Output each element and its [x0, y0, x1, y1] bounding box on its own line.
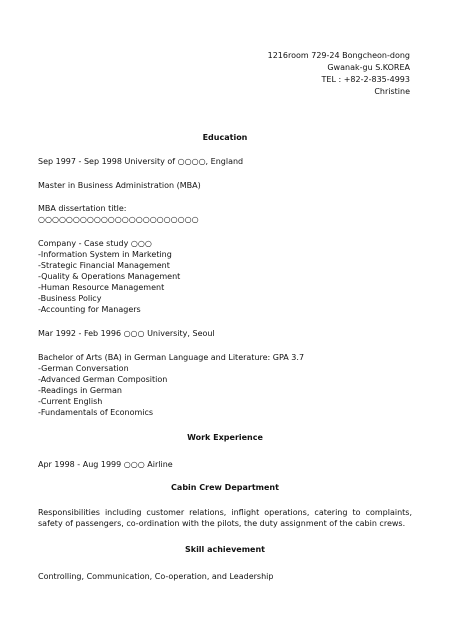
list-item: -Quality & Operations Management [38, 272, 181, 281]
list-item: -Strategic Financial Management [38, 261, 170, 270]
mba-course-list [38, 238, 412, 315]
education-heading: Education [202, 133, 248, 142]
list-item: -Information System in Marketing [38, 250, 172, 259]
address-phone: TEL : +82-2-835-4993 [321, 75, 410, 84]
list-item: -Business Policy [38, 294, 102, 303]
dissertation-block [38, 203, 412, 225]
dissertation-label: MBA dissertation title: [38, 204, 127, 213]
skill-heading: Skill achievement [184, 545, 266, 554]
list-item: -German Conversation [38, 364, 129, 373]
address-street: 1216room 729-24 Bongcheon-dong [267, 51, 410, 60]
list-item: -Current English [38, 397, 103, 406]
mba-degree: Master in Business Administration (MBA) [38, 181, 201, 190]
list-item: -Accounting for Managers [38, 305, 141, 314]
ba-degree: Bachelor of Arts (BA) in German Language and Literature: GPA 3.7 [38, 353, 305, 362]
ba-course-list [38, 352, 412, 418]
work-experience-heading: Work Experience [187, 433, 263, 442]
address-name: Christine [374, 87, 410, 96]
list-item: -Readings in German [38, 386, 122, 395]
cabin-responsibilities: Responsibilities including customer relations, inflight operations, catering to complaints, safety of passengers, co-ordination with the pilots, the duty assignment of the cabin crews. [38, 508, 412, 528]
skill-text: Controlling, Communication, Co-operation, and Leadership [38, 572, 274, 581]
list-item: -Fundamentals of Economics [38, 408, 154, 417]
case-study: Company - Case study ○○○ [38, 239, 152, 248]
uk-education-period: Sep 1997 - Sep 1998 University of ○○○○, England [38, 157, 244, 166]
list-item: -Human Resource Management [38, 283, 165, 292]
address-city: Gwanak-gu S.KOREA [327, 63, 410, 72]
seoul-education-period: Mar 1992 - Feb 1996 ○○○ University, Seoul [38, 329, 215, 338]
cabin-crew-heading: Cabin Crew Department [171, 483, 279, 492]
dissertation-title: ○○○○○○○○○○○○○○○○○○○○○○○ [38, 215, 199, 224]
list-item: -Advanced German Composition [38, 375, 168, 384]
work-period: Apr 1998 - Aug 1999 ○○○ Airline [38, 460, 173, 469]
address-block [268, 50, 410, 98]
